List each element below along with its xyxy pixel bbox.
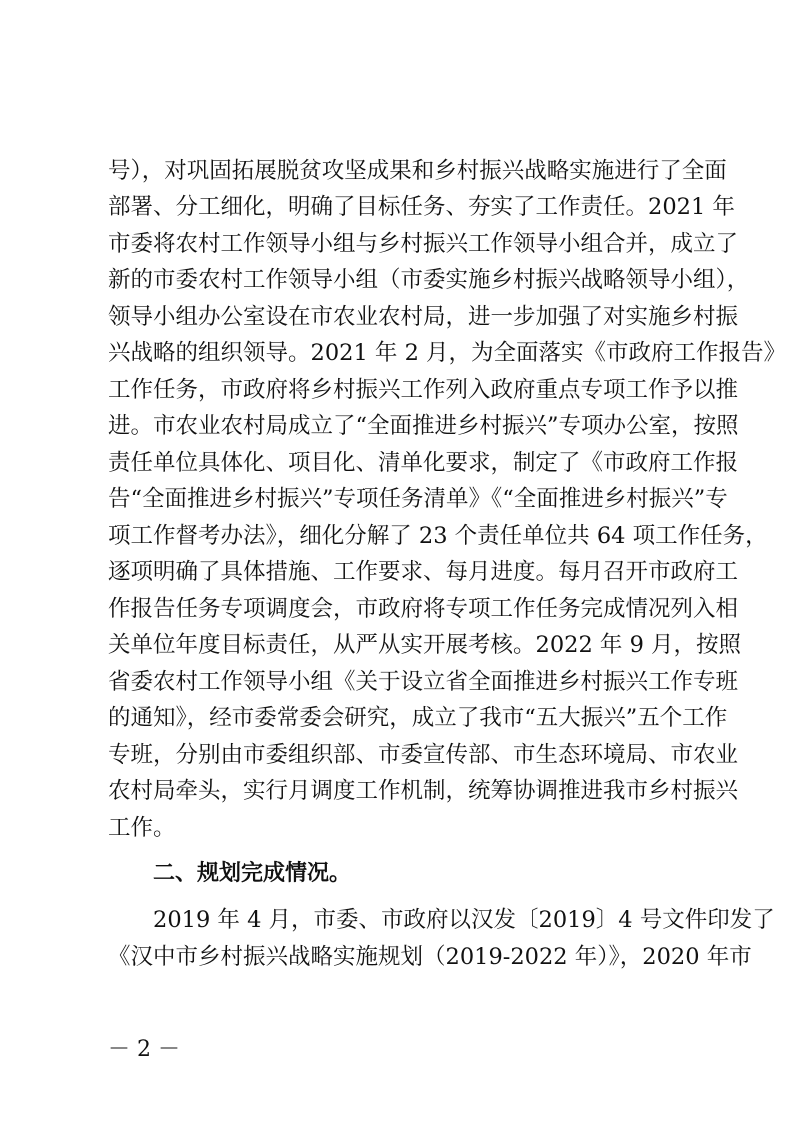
body-text-line: 《汉中市乡村振兴战略实施规划（2019-2022 年）》，2020 年市 (108, 944, 752, 970)
body-text-line: 关单位年度目标责任，从严从实开展考核。2022 年 9 月，按照 (108, 632, 742, 658)
body-text-line: 项工作督考办法》，细化分解了 23 个责任单位共 64 项工作任务， (108, 523, 768, 549)
page-number: － 2 － (108, 1037, 180, 1062)
body-text-line: 号），对巩固拓展脱贫攻坚成果和乡村振兴战略实施进行了全面 (108, 158, 727, 184)
body-text-line: 告“全面推进乡村振兴”专项任务清单》《“全面推进乡村振兴”专 (108, 486, 728, 512)
body-text-line: 逐项明确了具体措施、工作要求、每月进度。每月召开市政府工 (108, 559, 739, 585)
body-text-line: 工作。 (108, 815, 176, 841)
section-heading: 二、规划完成情况。 (153, 861, 352, 886)
body-text-line: 兴战略的组织领导。2021 年 2 月，为全面落实《市政府工作报告》 (108, 340, 787, 366)
body-text-line: 新的市委农村工作领导小组（市委实施乡村振兴战略领导小组）， (108, 267, 750, 293)
body-text-line: 农村局牵头，实行月调度工作机制，统筹协调推进我市乡村振兴 (108, 778, 739, 804)
body-text-line: 专班，分别由市委组织部、市委宣传部、市生态环境局、市农业 (108, 742, 739, 768)
body-text-line: 工作任务，市政府将乡村振兴工作列入政府重点专项工作予以推 (108, 377, 739, 403)
body-text-line: 责任单位具体化、项目化、清单化要求，制定了《市政府工作报 (108, 450, 739, 476)
body-text-line: 领导小组办公室设在市农业农村局，进一步加强了对实施乡村振 (108, 304, 739, 330)
body-text-line: 2019 年 4 月，市委、市政府以汉发〔2019〕4 号文件印发了 (153, 907, 775, 933)
body-text-line: 省委农村工作领导小组《关于设立省全面推进乡村振兴工作专班 (108, 669, 739, 695)
body-text-line: 进。市农业农村局成立了“全面推进乡村振兴”专项办公室，按照 (108, 413, 739, 439)
body-text-line: 的通知》，经市委常委会研究，成立了我市“五大振兴”五个工作 (108, 705, 728, 731)
body-text-line: 作报告任务专项调度会，市政府将专项工作任务完成情况列入相 (108, 596, 739, 622)
body-text-line: 市委将农村工作领导小组与乡村振兴工作领导小组合并，成立了 (108, 231, 739, 257)
body-text-line: 部署、分工细化，明确了目标任务、夯实了工作责任。2021 年 (108, 194, 735, 220)
